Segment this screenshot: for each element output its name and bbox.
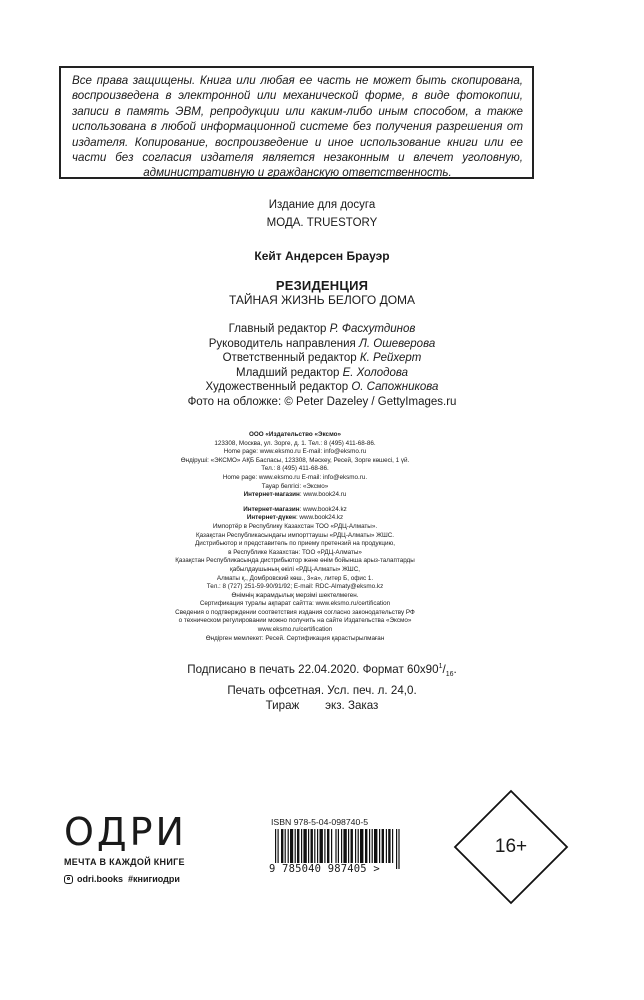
imprint-kz-line: қабылдаушының өкілі «РДЦ-Алматы» ЖШС,: [229, 565, 360, 573]
series-label: МОДА. TRUESTORY: [266, 217, 378, 229]
author-name: Кейт Андерсен Брауэр: [254, 249, 390, 263]
imprint-kz-line: Дистрибьютор и представитель по приему претензий на продукцию,: [195, 540, 395, 548]
cert-line: о техническом регулировании можно получить на сайте Издательства «Эксмо»: [178, 617, 412, 625]
cert-line: Сведения о подтверждении соответствия издания согласно законодательству РФ: [175, 608, 415, 616]
credit-role: Художественный редактор: [205, 381, 349, 394]
online-shop-url: : www.book24.kz: [295, 514, 344, 522]
imprint-block: [150, 431, 440, 643]
book-subtitle: ТАЙНАЯ ЖИЗНЬ БЕЛОГО ДОМА: [228, 293, 416, 307]
imprint-line: 123308, Москва, ул. Зорге, д. 1. Тел.: 8 (495) 411-68-86.: [214, 439, 376, 447]
credit-name: Е. Холодова: [342, 366, 408, 379]
odri-logo: ОДРИ: [64, 810, 187, 854]
publisher-name: ООО «Издательство «Эксмо»: [248, 431, 341, 438]
imprint-kz-line: Импортёр в Республику Казахстан ТОО «РДЦ-Алматы».: [212, 522, 378, 530]
imprint-kz-line: Өнімнің жарамдылық мерзімі шектелмеген.: [231, 591, 359, 599]
rights-notice: Все права защищены. Книга или любая ее часть не может быть скопирована, воспроизведена в электронной или механической форме, в виде фотокопии, записи в память ЭВМ, репродукции или каким-либо иным способом, а также использована в любой информационной системе без получения разрешения от издателя. Копирование, воспроизведение и иное использование книги или ее части без согласия издателя является незаконным и влечет уголовную, административную и гражданскую ответственность.: [72, 74, 523, 180]
credit-role: Руководитель направления: [208, 337, 356, 350]
online-shop-label: Интернет-дүкен: [246, 514, 296, 522]
imprint-line: Тел.: 8 (495) 411-68-86.: [261, 465, 329, 473]
imprint-kz-line: Қазақстан Республикасында дистрибьютор және өнім бойынша арыз-талаптарды: [175, 557, 415, 565]
brand-tagline: МЕЧТА В КАЖДОЙ КНИГЕ: [64, 857, 185, 867]
barcode-digits-text: 9 785040 987405: [269, 863, 367, 875]
genre-label: Издание для досуга: [268, 199, 376, 211]
credit-row: [0, 366, 644, 381]
online-shop-kk: [150, 514, 440, 523]
imprint-kz-line: Сертификация туралы ақпарат сайтта: www.eksmo.ru/certification: [199, 600, 391, 608]
photo-credit: Фото на обложке: © Peter Dazeley / GettyImages.ru: [187, 396, 457, 408]
imprint-line: Home page: www.eksmo.ru E-mail: info@eksmo.ru: [223, 448, 367, 456]
imprint-kz-line: Қазақстан Республикасындағы импорттаушы «РДЦ-Алматы» ЖШС.: [195, 531, 395, 539]
credit-role: Ответственный редактор: [222, 352, 357, 365]
credit-name: Л. Ошеверова: [358, 337, 436, 350]
imprint-kz-line: Тел.: 8 (727) 251-59-90/91/92; E-mail: RDC-Almaty@eksmo.kz: [206, 583, 384, 591]
credit-row: [0, 380, 644, 395]
instagram-icon: [64, 875, 73, 884]
imprint-line: Өндіруші: «ЭКСМО» АҚБ Баспасы, 123308, Мәскеу, Ресей, Зорге көшесі, 1 үй.: [180, 456, 410, 464]
online-shop-kz: [150, 506, 440, 515]
online-shop-label: Интернет-магазин: [243, 505, 300, 513]
age-rating-label: 16+: [494, 836, 528, 857]
book-title: РЕЗИДЕНЦИЯ: [275, 278, 369, 293]
print-method-line: Печать офсетная. Усл. печ. л. 24,0.: [227, 683, 417, 697]
credit-name: Р. Фасхутдинов: [329, 323, 416, 335]
imprint-line: Тауар белгісі: «Эксмо»: [261, 482, 329, 490]
brand-social-text: odri.books #книгиодри: [77, 874, 180, 884]
cert-line: www.eksmo.ru/certification: [257, 626, 333, 634]
credit-row: [0, 322, 644, 337]
online-shop-ru: [150, 491, 440, 500]
rights-notice-box: [59, 66, 534, 179]
credit-row: [0, 337, 644, 352]
cert-line: Өндірген мемлекет: Ресей. Сертификация қарастырылмаған: [205, 634, 385, 642]
brand-social: [64, 874, 180, 884]
imprint-line: Home page: www.eksmo.ru E-mail: info@eksmo.ru.: [222, 473, 368, 481]
format-numerator: 1: [438, 663, 443, 670]
print-format-line: Подписано в печать 22.04.2020. Формат $60х90^1/_{16}$.: [187, 662, 457, 679]
credit-role: Главный редактор: [228, 323, 327, 335]
online-shop-label: Интернет-магазин: [243, 491, 300, 499]
credit-row: [0, 351, 644, 366]
print-format-text: Подписано в печать 22.04.2020. Формат 60х90: [187, 662, 439, 676]
format-denominator: 16: [445, 671, 454, 679]
barcode-digits: 9 785040 987405 >: [269, 863, 380, 875]
credit-role: Младший редактор: [235, 366, 340, 379]
print-info: [0, 659, 644, 714]
online-shop-url: : www.book24.kz: [299, 505, 347, 513]
imprint-kz-line: в Республике Казахстан: ТОО «РДЦ-Алматы»: [228, 548, 362, 556]
credit-name: О. Сапожникова: [351, 381, 439, 394]
print-format-suffix: .: [453, 662, 457, 676]
online-shop-url: : www.book24.ru: [299, 491, 347, 499]
isbn-number: ISBN 978-5-04-098740-5: [271, 817, 369, 827]
credit-name: К. Рейхерт: [359, 352, 422, 365]
imprint-kz-line: Алматы қ., Домбровский көш., 3«а», литер Б, офис 1.: [216, 574, 374, 582]
print-run-line: Тираж экз. Заказ: [265, 699, 379, 713]
editorial-credits: [0, 322, 644, 395]
